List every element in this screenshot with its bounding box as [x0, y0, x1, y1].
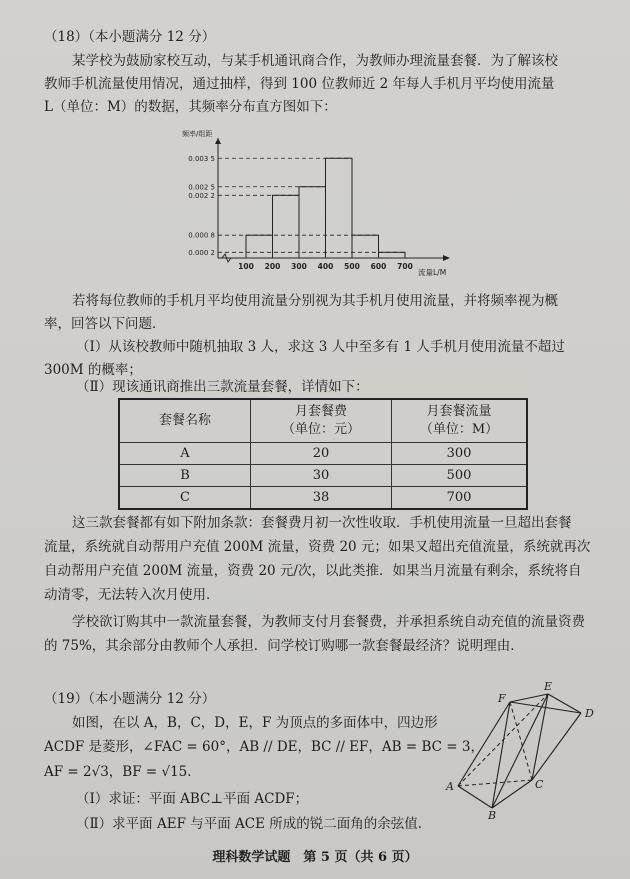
table-header-cell: 套餐名称: [119, 399, 251, 443]
q18-intro-line-2: 教师手机流量使用情况，通过抽样，得到 100 位教师近 2 年每人手机月平均使用流量: [44, 76, 555, 92]
table-cell: B: [119, 465, 251, 487]
edge-FE: [510, 694, 548, 702]
edge-AE-hidden: [458, 694, 548, 786]
y-tick-label: 0.000 2: [188, 248, 215, 257]
edge-AC-hidden: [458, 780, 532, 786]
q18-extra-line-3: 自动帮用户充值 200M 流量，资费 20 元/次，以此类推．如果当月流量有剩余，系统将自: [44, 563, 582, 579]
y-tick-label: 0.002 5: [188, 183, 215, 192]
y-axis-label: 频率/组距: [182, 130, 213, 138]
histogram-bar: [273, 195, 300, 258]
vertex-label-D: D: [585, 707, 594, 720]
q18-part1-line-1: （Ⅰ）从该校教师中随机抽取 3 人，求这 3 人中至多有 1 人手机月使用流量不超过: [76, 339, 565, 355]
vertex-label-B: B: [488, 809, 497, 820]
q19-part1: （Ⅰ）求证：平面 ABC⊥平面 ACDF；: [76, 791, 309, 807]
q18-intro-line-1: 某学校为鼓励家校互动，与某手机通讯商合作，为教师办理流量套餐．为了解该校: [72, 53, 558, 69]
vertex-label-C: C: [535, 778, 544, 791]
table-header-cell: 月套餐流量 （单位：M）: [392, 399, 528, 443]
q18-school-line-1: 学校欲订购其中一款流量套餐，为教师支付月套餐费，并承担系统自动充值的流量资费: [72, 614, 585, 630]
table-cell: 300: [392, 443, 528, 465]
y-tick-label: 0.003 5: [188, 154, 215, 163]
edge-BC: [492, 780, 532, 808]
x-axis-label: 流量L/M: [418, 268, 447, 277]
edge-AB: [458, 786, 492, 808]
table-header-row: [119, 399, 527, 443]
q18-assume-line-1: 若将每位教师的手机月平均使用流量分别视为其手机月使用流量，并将频率视为概: [72, 293, 558, 309]
edge-CD: [532, 713, 581, 780]
x-tick-label: 200: [264, 262, 281, 271]
q18-intro-line-3: L（单位：M）的数据，其频率分布直方图如下：: [44, 99, 337, 115]
q19-line-1: 如图，在以 A，B，C，D，E，F 为顶点的多面体中，四边形: [72, 715, 438, 731]
package-table: [118, 398, 528, 510]
polyhedron-figure: [440, 680, 610, 820]
histogram-bar: [326, 158, 353, 258]
q18-part1-line-2: 300M 的概率；: [44, 362, 142, 378]
table-cell: 38: [251, 487, 392, 510]
table-cell: 700: [392, 487, 528, 510]
edge-FB: [492, 702, 510, 808]
y-axis-arrow: [215, 138, 221, 144]
histogram-bar: [379, 252, 406, 258]
x-tick-label: 100: [238, 262, 254, 271]
x-tick-label: 300: [291, 262, 307, 271]
histogram-bar: [246, 235, 273, 258]
x-axis-arrow: [443, 255, 450, 261]
table-row: [119, 465, 527, 487]
q18-extra-line-1: 这三款套餐都有如下附加条款：套餐费月初一次性收取．手机使用流量一旦超出套餐: [72, 515, 572, 531]
vertex-label-E: E: [544, 680, 553, 693]
q18-assume-line-2: 率，回答以下问题．: [44, 316, 166, 332]
y-tick-label: 0.002 2: [188, 191, 215, 200]
histogram-bar: [299, 187, 326, 258]
q18-part2: （Ⅱ）现该通讯商推出三款流量套餐，详情如下：: [76, 379, 369, 395]
y-tick-label: 0.000 8: [188, 231, 215, 240]
table-cell: 20: [251, 443, 392, 465]
table-cell: 500: [392, 465, 528, 487]
x-tick-label: 600: [370, 262, 387, 271]
q19-line-2: ACDF 是菱形，∠FAC = 60°，AB // DE，BC // EF，AB = BC = 3，: [44, 739, 484, 755]
edge-AF: [458, 702, 510, 786]
table-cell: A: [119, 443, 251, 465]
table-row: [119, 443, 527, 465]
q19-line-3: AF = 2√3，BF = √15．: [44, 764, 201, 780]
q18-header: （18）（本小题满分 12 分）: [44, 29, 216, 45]
x-tick-label: 700: [397, 262, 413, 271]
table-cell: C: [119, 487, 251, 510]
frequency-histogram: [178, 128, 468, 280]
vertex-label-F: F: [498, 692, 506, 705]
table-cell: 30: [251, 465, 392, 487]
q18-school-line-2: 的 75%，其余部分由教师个人承担．问学校订购哪一款套餐最经济？说明理由．: [44, 638, 524, 654]
x-tick-label: 400: [317, 262, 334, 271]
q18-extra-line-2: 流量，系统就自动帮用户充值 200M 流量，资费 20 元；如果又超出充值流量，系统就再次: [44, 539, 591, 555]
q19-header: （19）（本小题满分 12 分）: [44, 691, 216, 707]
x-tick-label: 500: [344, 262, 360, 271]
q18-extra-line-4: 动清零，无法转入次月使用．: [44, 587, 220, 603]
vertex-label-A: A: [446, 780, 454, 793]
table-row: [119, 487, 527, 510]
histogram-bar: [352, 235, 379, 258]
page-footer: 理科数学试题 第 5 页（共 6 页）: [212, 850, 418, 865]
table-header-cell: 月套餐费 （单位：元）: [251, 399, 392, 443]
q19-part2: （Ⅱ）求平面 AEF 与平面 ACE 所成的锐二面角的余弦值．: [76, 816, 432, 832]
